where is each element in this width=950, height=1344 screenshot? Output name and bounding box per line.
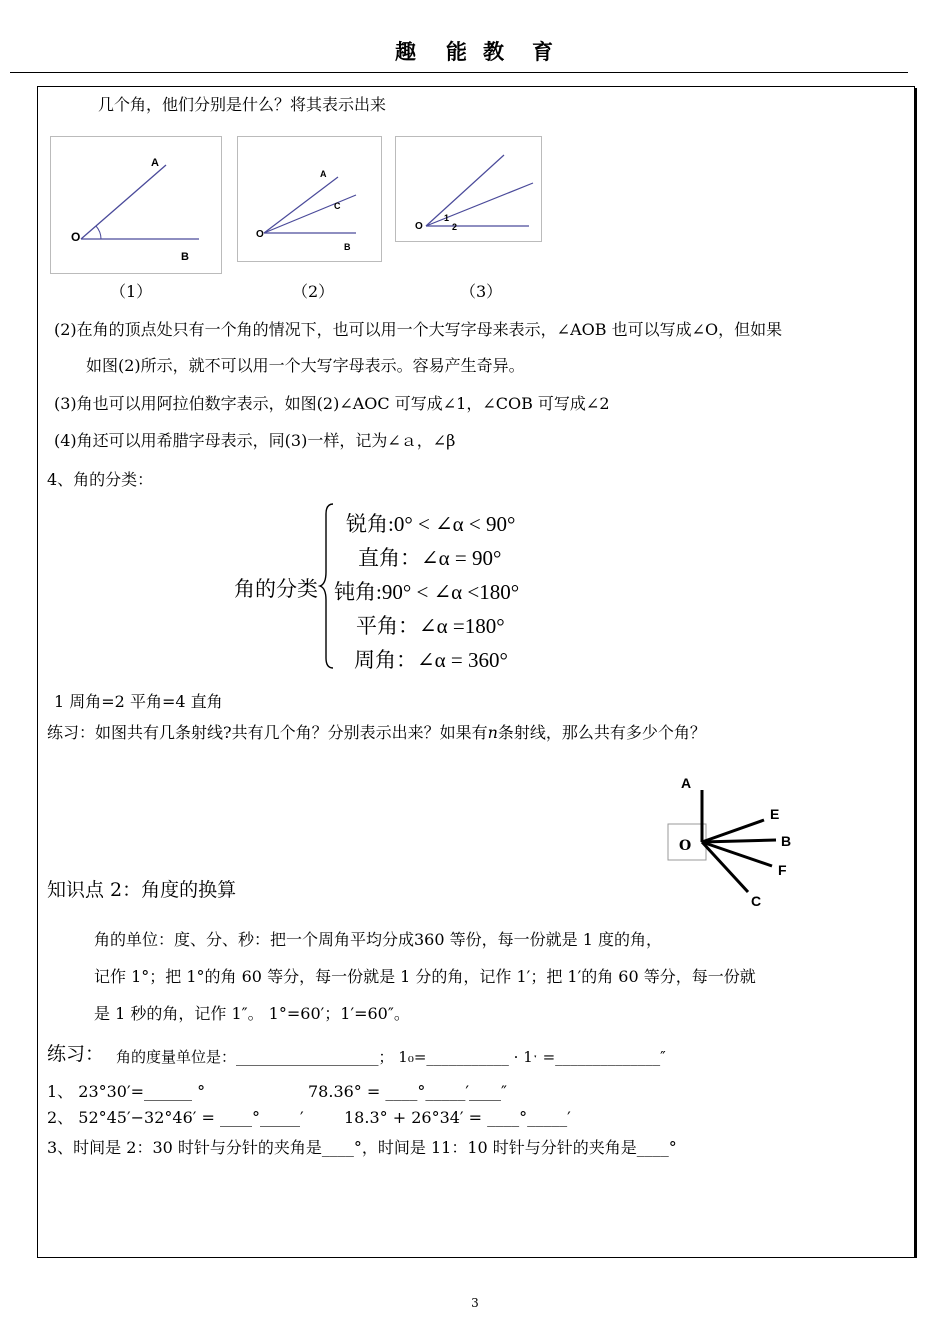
exercise-1-prefix: 练习：如图共有几条射线?共有几个角？分别表示出来？如果有 (47, 723, 488, 742)
exercise-1-n: n (487, 723, 498, 742)
ray-label-a: A (681, 775, 692, 791)
class-acute: 锐角:0° < ∠α < 90° (346, 512, 516, 536)
label-2: 2 (452, 222, 458, 232)
ray-label-b: B (781, 833, 792, 849)
practice-label: 练习： (47, 1043, 105, 1065)
figure-2 (237, 136, 382, 262)
note-2-cont: 如图(2)所示，就不可以用一个大写字母表示。容易产生奇异。 (86, 356, 525, 375)
header-char: 能 (446, 39, 469, 64)
exercise-1 (47, 723, 706, 743)
header-char: 教 (483, 39, 506, 64)
page-number: 3 (471, 1296, 479, 1310)
ray-figure (660, 768, 805, 913)
figure-3-caption: （3） (460, 282, 503, 301)
header-rule (10, 72, 908, 73)
classification-root: 角的分类 (234, 577, 318, 601)
practice-q2b: 18.3° + 26°34′ = ____°_____′ (344, 1108, 571, 1127)
practice-units: 角的度量单位是：___________________； 1₀=___________ · 1ˑ =______________″ (116, 1048, 666, 1066)
label-o: O (415, 221, 423, 232)
label-a: A (320, 169, 327, 179)
label-1: 1 (444, 213, 450, 223)
ray-label-f: F (778, 862, 787, 878)
class-right: 直角：∠α = 90° (358, 546, 502, 570)
practice-q3: 3、时间是 2：30 时针与分针的夹角是____°，时间是 11：10 时针与分针的夹角是____° (47, 1138, 677, 1157)
practice-q1b: 78.36° = ____°_____′____″ (308, 1082, 507, 1101)
exercise-1-suffix: 条射线，那么共有多少个角？ (497, 723, 706, 742)
practice-q2: 2、 52°45′−32°46′ = ____°_____′ (47, 1108, 304, 1127)
practice-q1: 1、 23°30′=______ ° (47, 1082, 206, 1101)
ray-label-c: C (751, 893, 762, 909)
figure-2-caption: （2） (292, 282, 335, 301)
figure-1-diagram (51, 137, 221, 273)
label-a: A (151, 157, 159, 169)
label-b: B (344, 242, 351, 252)
note-2: (2)在角的顶点处只有一个角的情况下，也可以用一个大写字母来表示，∠AOB 也可以写成∠O，但如果 (54, 320, 783, 339)
note-4: (4)角还可以用希腊字母表示，同(3)一样，记为∠ａ，∠β (54, 431, 456, 450)
figure-3-diagram (396, 137, 541, 241)
figure-1 (50, 136, 222, 274)
ray-label-o: O (679, 838, 692, 854)
kp2-line-3: 是 1 秒的角，记作 1″。 1°=60′；1′=60″。 (94, 1004, 410, 1023)
relation-line: 1 周角=2 平角=4 直角 (54, 692, 223, 711)
class-full: 周角：∠α = 360° (354, 648, 508, 672)
label-b: B (181, 251, 189, 263)
class-straight: 平角：∠α =180° (356, 614, 505, 638)
classification-heading: 4、角的分类： (47, 470, 154, 489)
figure-1-caption: （1） (110, 282, 153, 301)
page-header-title (0, 36, 950, 66)
kp2-line-2: 记作 1°；把 1°的角 60 等分，每一份就是 1 分的角，记作 1′；把 1′的角 60 等分，每一份就 (94, 967, 756, 986)
note-3: (3)角也可以用阿拉伯数字表示，如图(2)∠AOC 可写成∠1，∠COB 可写成∠2 (54, 394, 610, 413)
label-o: O (256, 229, 264, 240)
label-c: C (334, 201, 341, 211)
kp2-line-1: 角的单位：度、分、秒：把一个周角平均分成360 等份，每一份就是 1 度的角， (94, 930, 662, 949)
frame-shadow (914, 88, 917, 1258)
ray-label-e: E (770, 806, 780, 822)
intro-line: 几个角，他们分别是什么？将其表示出来 (98, 95, 387, 114)
figure-2-diagram (238, 137, 381, 261)
header-char: 趣 (395, 39, 418, 64)
kp2-title: 知识点 2：角度的换算 (47, 879, 237, 901)
header-char: 育 (532, 39, 555, 64)
figure-3 (395, 136, 542, 242)
class-obtuse: 钝角:90° < ∠α <180° (334, 580, 520, 604)
label-o: O (71, 230, 81, 244)
